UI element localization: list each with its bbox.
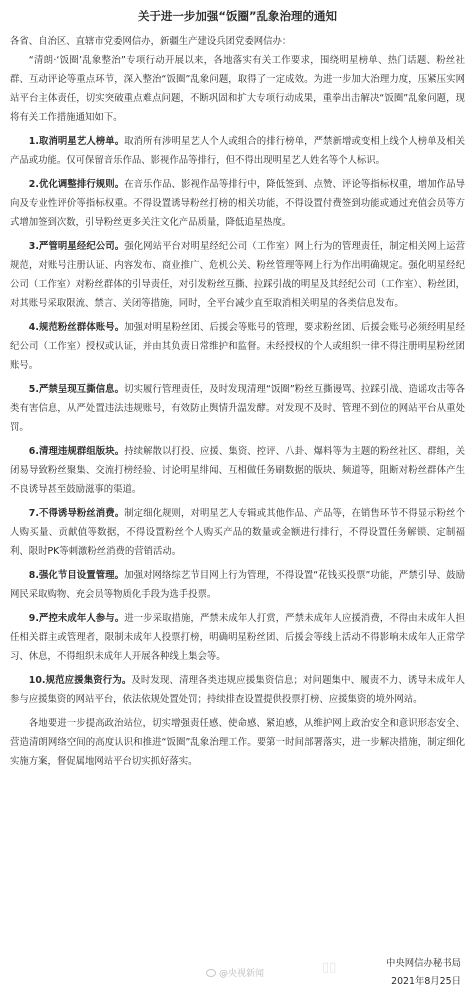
measure-body: 加强对网络综艺节目网上行为管理，不得设置“花钱买投票”功能，严禁引导、鼓励网民采取购物、充会员等物质化手段为选手投票。	[10, 570, 465, 600]
measure-item	[10, 566, 465, 604]
measure-item	[10, 318, 465, 375]
measure-body: 在音乐作品、影视作品等排行中，降低签到、点赞、评论等指标权重，增加作品导向及专业性评价等指标权重。不得设置诱导粉丝打榜的相关功能，不得设置付费签到功能或通过充值会员等方式增加签到次数，引导粉丝更多关注文化产品质量，降低追星热度。	[10, 179, 465, 228]
measure-item	[10, 132, 465, 170]
measure-body: 及时发现、清理各类违规应援集资信息；对问题集中、履责不力、诱导未成年人参与应援集资的网站平台，依法依规处置处罚；持续排查设置提供投票打榜、应援集资的境外网站。	[10, 675, 465, 705]
weibo-icon	[206, 969, 216, 977]
faint-corner-watermark: ▯▯	[322, 960, 337, 975]
intro-paragraph: “清朗·‘饭圈’乱象整治”专项行动开展以来，各地落实有关工作要求，围绕明星榜单、热门话题、粉丝社群、互动评论等重点环节，深入整治“饭圈”乱象问题，取得了一定成效。为进一步加大治理力度，压紧压实网站平台主体责任，切实突破重点难点问题，不断巩固和扩大专项行动成果，重拳出击解决“饭圈”乱象问题，现将有关工作措施通知如下。	[10, 55, 465, 123]
measure-heading: 10.规范应援集资行为。	[28, 675, 132, 686]
measure-item	[10, 237, 465, 313]
measure-body: 制定细化规则，对明星艺人专辑或其他作品、产品等，在销售环节不得显示粉丝个人购买量、贡献值等数据，不得设置粉丝个人购买产品的数量或金额进行排行，不得设置任务解锁、定制福利、限时PK等刺激粉丝消费的营销活动。	[10, 508, 465, 557]
measure-heading: 9.严控未成年人参与。	[28, 613, 125, 624]
signature-org: 中央网信办秘书局	[385, 958, 461, 969]
measure-item	[10, 609, 465, 666]
document-title: 关于进一步加强“饭圈”乱象治理的通知	[137, 9, 338, 23]
measure-body: 取消所有涉明星艺人个人或组合的排行榜单，严禁新增或变相上线个人榜单及相关产品或功能。仅可保留音乐作品、影视作品等排行，但不得出现明星艺人姓名等个人标识。	[10, 136, 465, 166]
measure-heading: 1.取消明星艺人榜单。	[28, 136, 125, 147]
addressee-line: 各省、自治区、直辖市党委网信办，新疆生产建设兵团党委网信办：	[10, 36, 292, 47]
measure-heading: 7.不得诱导粉丝消费。	[28, 508, 125, 519]
measure-heading: 8.强化节目设置管理。	[28, 570, 125, 581]
measure-heading: 2.优化调整排行规则。	[28, 179, 125, 190]
watermark-text: @央视新闻	[219, 969, 265, 979]
measure-item	[10, 504, 465, 561]
measure-body: 持续解散以打投、应援、集资、控评、八卦、爆料等为主题的粉丝社区、群组，关闭易导致粉丝聚集、交流打榜经验、讨论明星绯闻、互相做任务刷数据的版块、频道等，阻断对粉丝群体产生不良诱导甚至鼓励滋事的渠道。	[10, 446, 465, 495]
measure-body: 进一步采取措施，严禁未成年人打赏，严禁未成年人应援消费，不得由未成年人担任相关群主或管理者，限制未成年人投票打榜，明确明星粉丝团、后援会等线上活动不得影响未成年人正常学习、休息，不得组织未成年人开展各种线上集会等。	[10, 613, 465, 662]
measure-item	[10, 175, 465, 232]
measure-heading: 3.严管明星经纪公司。	[28, 241, 125, 252]
measure-heading: 6.清理违规群组版块。	[28, 446, 125, 457]
measure-item	[10, 671, 465, 709]
measure-item	[10, 442, 465, 499]
measure-heading: 5.严禁呈现互撕信息。	[28, 384, 125, 395]
measure-body: 加强对明星粉丝团、后援会等账号的管理，要求粉丝团、后援会账号必须经明星经纪公司（工作室）授权或认证，并由其负责日常维护和监督。未经授权的个人或组织一律不得注册明星粉丝团账号。	[10, 322, 465, 371]
measure-heading: 4.规范粉丝群体账号。	[28, 322, 125, 333]
signature-date: 2021年8月25日	[391, 976, 461, 987]
source-watermark	[206, 966, 264, 979]
measure-body: 切实履行管理责任，及时发现清理“饭圈”粉丝互撕谩骂、拉踩引战、造谣攻击等各类有害信息，从严处置违法违规账号，有效防止舆情升温发酵。对发现不及时、管理不到位的网站平台从重处罚。	[10, 384, 465, 433]
measure-item	[10, 380, 465, 437]
closing-paragraph: 各地要进一步提高政治站位，切实增强责任感、使命感、紧迫感，从维护网上政治安全和意识形态安全、营造清朗网络空间的高度认识和推进“饭圈”乱象治理工作。要第一时间部署落实，进一步解决措施，制定细化实施方案，督促属地网站平台切实抓好落实。	[10, 718, 465, 767]
measure-body: 强化网站平台对明星经纪公司（工作室）网上行为的管理责任，制定相关网上运营规范，对账号注册认证、内容发布、商业推广、危机公关、粉丝管理等网上行为作出明确规定。强化明星经纪公司（工作室）对粉丝群体的引导责任，对引发粉丝互撕、拉踩引战的明星及其经纪公司（工作室）、粉丝团，对其账号采取限流、禁言、关闭等措施，同时，全平台减少直至取消相关明星的各类信息发布。	[10, 241, 465, 309]
